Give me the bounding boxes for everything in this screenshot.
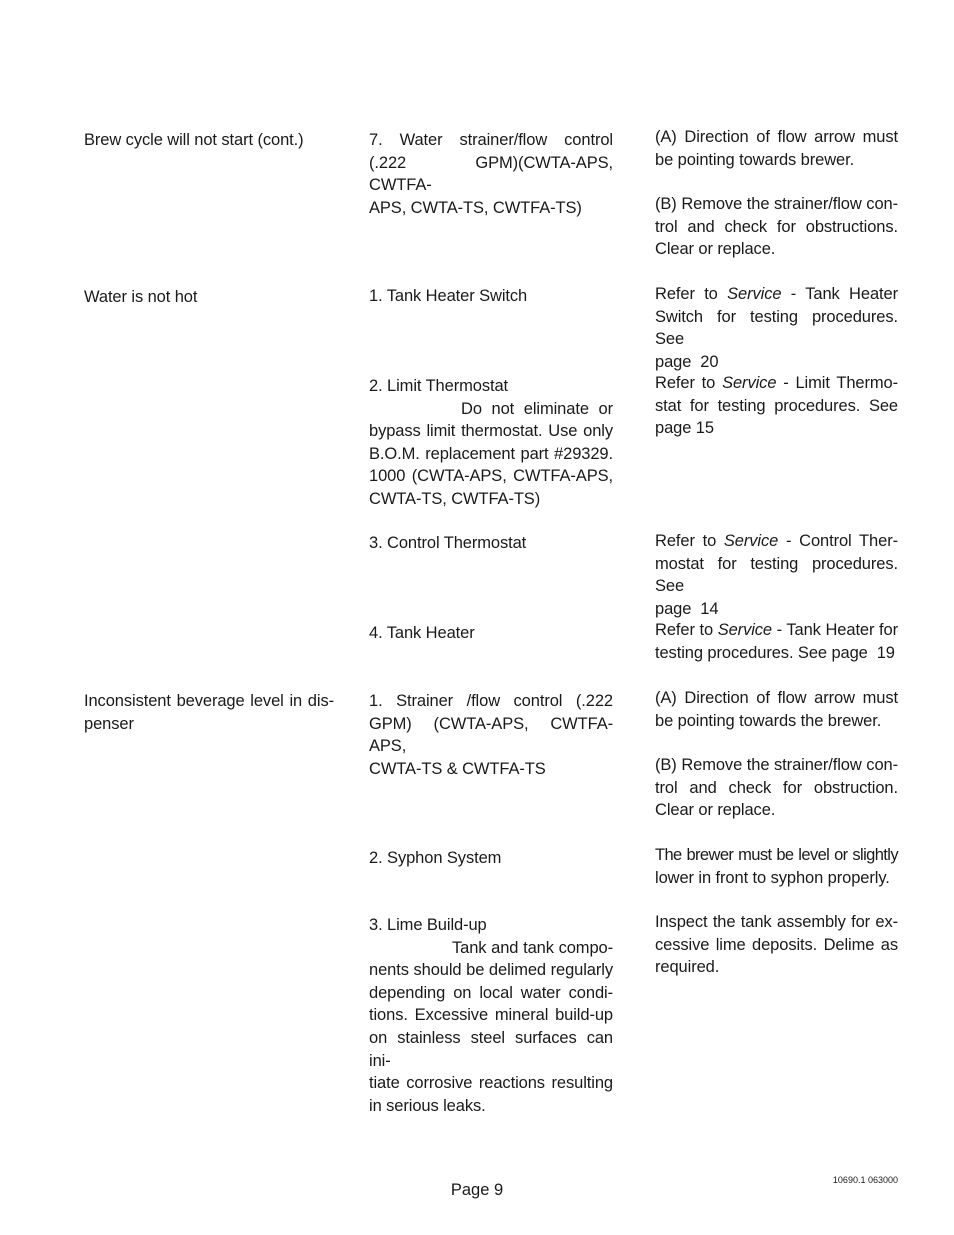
- problem-inconsistent-level: [84, 690, 334, 735]
- solution-line: (A) Direction of flow arrow must: [655, 689, 898, 707]
- cause-line: on stainless steel surfaces can ini-: [369, 1028, 613, 1070]
- cause-line: Tank and tank compo-: [452, 938, 613, 957]
- cause-tank-heater-switch: [369, 285, 613, 308]
- cause-limit-thermostat: [369, 375, 613, 511]
- cause-line: 2. Syphon System: [369, 849, 502, 867]
- solution-line: lower in front to syphon properly.: [655, 868, 890, 887]
- problem-text: Water is not hot: [84, 288, 198, 306]
- cause-line: depending on local water condi-: [369, 983, 613, 1002]
- solution-line: cessive lime deposits. Delime as: [655, 935, 898, 954]
- solution-line: Refer to Service - Control Ther-: [655, 532, 898, 550]
- solution-line: page 20: [655, 352, 719, 371]
- cause-water-strainer: [369, 129, 613, 219]
- cause-line: B.O.M. replacement part #29329.: [369, 444, 613, 463]
- document-code: 10690.1 063000: [832, 1175, 898, 1185]
- solution-line: Clear or replace.: [655, 801, 776, 820]
- solution-line: Inspect the tank assembly for ex-: [655, 913, 898, 931]
- solution-lime-buildup: [655, 911, 898, 979]
- solution-syphon: [655, 844, 898, 889]
- service-italic: Service: [723, 532, 779, 550]
- problem-water-not-hot: [84, 286, 334, 309]
- cause-line: 3. Lime Build-up: [369, 916, 487, 934]
- problem-line: Inconsistent beverage level in dis-: [84, 692, 334, 710]
- cause-line: bypass limit thermostat. Use only: [369, 422, 613, 441]
- solution-line: (B) Remove the strainer/flow con-: [655, 756, 898, 774]
- cause-line: GPM) (CWTA-APS, CWTFA-APS,: [369, 714, 613, 756]
- solution-line: The brewer must be level or slightly: [655, 846, 898, 864]
- solution-line: trol and check for obstruction.: [655, 778, 898, 797]
- cause-line: Do not eliminate or: [461, 399, 613, 418]
- cause-lime-buildup: [369, 914, 613, 1117]
- cause-tank-heater: [369, 622, 613, 645]
- solution-line: Clear or replace.: [655, 240, 776, 259]
- cause-line: APS, CWTA-TS, CWTFA-TS): [369, 198, 582, 217]
- solution-flow-arrow: [655, 126, 898, 171]
- solution-tank-heater-switch: [655, 283, 898, 373]
- cause-line: 7. Water strainer/flow control: [369, 131, 613, 149]
- solution-line: testing procedures. See page 19: [655, 643, 895, 662]
- solution-tank-heater: [655, 619, 898, 664]
- cause-line: in serious leaks.: [369, 1096, 486, 1115]
- solution-limit-thermostat: [655, 372, 898, 440]
- cause-syphon-system: [369, 847, 613, 870]
- cause-line: CWTA-TS, CWTFA-TS): [369, 489, 541, 508]
- cause-line: tiate corrosive reactions resulting: [369, 1074, 613, 1093]
- solution-line: Switch for testing procedures. See: [655, 307, 898, 349]
- cause-line: 2. Limit Thermostat: [369, 377, 509, 395]
- service-italic: Service: [727, 285, 782, 303]
- solution-line: (A) Direction of flow arrow must: [655, 128, 898, 146]
- solution-line: Refer to Service - Tank Heater: [655, 285, 898, 303]
- solution-line: be pointing towards the brewer.: [655, 711, 882, 730]
- cause-line: 4. Tank Heater: [369, 624, 475, 642]
- solution-line: required.: [655, 958, 720, 977]
- service-italic: Service: [717, 621, 773, 639]
- problem-brew-cycle: [84, 129, 334, 152]
- solution-line: trol and check for obstructions.: [655, 217, 898, 236]
- solution-line: stat for testing procedures. See: [655, 396, 898, 415]
- solution-line: (B) Remove the strainer/flow con-: [655, 195, 898, 213]
- cause-line: nents should be delimed regularly: [369, 961, 613, 980]
- solution-line: page 14: [655, 599, 719, 618]
- cause-line: 1. Tank Heater Switch: [369, 287, 528, 305]
- solution-flow-arrow-2: [655, 687, 898, 732]
- cause-line: 1000 (CWTA-APS, CWTFA-APS,: [369, 467, 613, 486]
- problem-text: Brew cycle will not start (cont.): [84, 131, 304, 149]
- service-italic: Service: [722, 374, 777, 392]
- cause-line: 3. Control Thermostat: [369, 534, 527, 552]
- solution-line: page 15: [655, 419, 714, 438]
- problem-line: penser: [84, 714, 134, 733]
- solution-line: Refer to Service - Tank Heater for: [655, 621, 898, 639]
- cause-line: tions. Excessive mineral build-up: [369, 1006, 613, 1025]
- solution-line: Refer to Service - Limit Thermo-: [655, 374, 898, 392]
- solution-line: be pointing towards brewer.: [655, 150, 855, 169]
- page-number: Page 9: [450, 1181, 504, 1199]
- cause-line: CWTA-TS & CWTFA-TS: [369, 759, 546, 778]
- cause-control-thermostat: [369, 532, 613, 555]
- cause-line: 1. Strainer /flow control (.222: [369, 692, 613, 710]
- solution-remove-strainer-2: [655, 754, 898, 822]
- cause-strainer-flow-control: [369, 690, 613, 780]
- solution-remove-strainer: [655, 193, 898, 261]
- cause-line: (.222 GPM)(CWTA-APS, CWTFA-: [369, 153, 613, 195]
- solution-line: mostat for testing procedures. See: [655, 554, 898, 596]
- solution-control-thermostat: [655, 530, 898, 620]
